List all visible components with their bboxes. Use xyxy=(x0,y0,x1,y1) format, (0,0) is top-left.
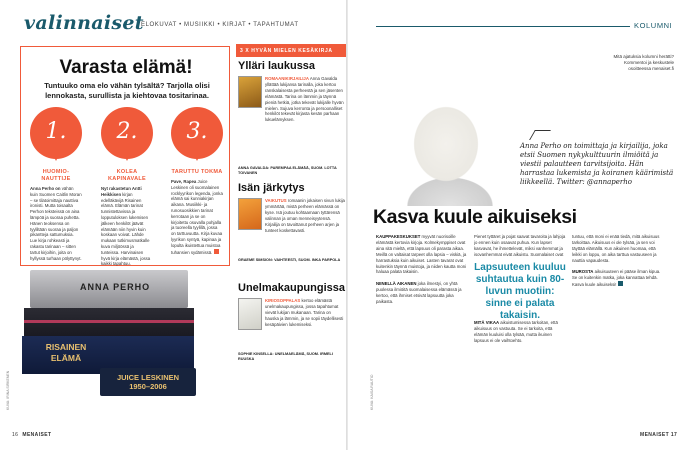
article-kicker: NIINELLÄ AIKANEN xyxy=(376,281,417,287)
sidebar-item-lead: KIRIOSOPPALAS xyxy=(265,298,301,303)
page-folio xyxy=(640,432,677,438)
section-title: valinnaiset xyxy=(24,12,144,34)
column-heading: TARUTTU TOKMA xyxy=(171,169,223,175)
book-cover-image xyxy=(238,198,262,230)
book-title: ANNA PERHO xyxy=(80,282,151,292)
column-lead: Nyt rakastetun Antti Heikkisen xyxy=(101,186,142,197)
article-text: aikuistumisessa tarkoitan, että aikuisuus on vastuuta. Se ei tarkoita, että elämän kuuluisi olla tylsää, mutta ikuinen lapsuus ei ole vaihtoehto. xyxy=(474,320,558,343)
feature-box xyxy=(20,46,230,266)
end-mark xyxy=(214,249,219,254)
book-cover-image xyxy=(238,76,262,108)
book-stack-photo xyxy=(22,270,202,430)
sidebar-item-body xyxy=(265,198,345,233)
column-lead: Anna Perho on xyxy=(30,186,61,191)
photo-credit: KUVA: KAISA RAUTIO xyxy=(370,374,374,410)
article-kicker: MUROSTA xyxy=(572,269,594,275)
book-stripe xyxy=(24,320,194,323)
badge-2 xyxy=(101,107,153,159)
end-mark xyxy=(618,281,623,286)
author-portrait xyxy=(370,96,530,206)
pull-quote: Lapsuuteen kuuluu suhtautua kuin 80-luvun muotiin: sinne ei palata takaisin. xyxy=(474,262,566,321)
feature-column-3 xyxy=(171,169,223,255)
page-number: 16 xyxy=(12,432,19,438)
pin-marker xyxy=(52,153,60,161)
feature-column-1 xyxy=(30,169,82,261)
book-cover-image xyxy=(238,298,262,330)
article-text: myyvät nuorisoille elämästä kertovia kirjoja. Kolmekymppiset ovat aina sitä mieltä, että lapsuus oli parasta aikaa. Meillä on valtaisat tarpeet olla lapsia – viskiä, ja harrastuksia kuin aikuiset. Lasten tavarat ovat kuitenkin täynnä muistoja, ja niiden kautta moni haluaa palata takaisin. xyxy=(376,234,467,275)
sidebar-item-lead: ROMAANIKIRJAILIJA xyxy=(265,76,309,81)
column-text: kirjan edelläkävijä Risainen elämä. Elämän tarinat tunnistettavissa ja lopputuloksen lukemisen jälkeen henkilöt jäävät elämään niin hyvin kuin koskaan voivat. Lähde mukaan tutkimusmatkalle kuva miljöössä ja tunteissa. Harvinaisen hyvä kirja elämästä, jossa kaikki tapahtuu. xyxy=(101,191,151,267)
pin-marker xyxy=(193,153,201,161)
sidebar-item-credit: SOPHIE KINSELLA: UNELMAELÄMÄ, SUOM. IRMELI RUUSKA xyxy=(238,352,333,361)
column-text: vähän kuin Suomen Caitlin Moran – se tilatoimittaja nauttiva ironisti. Mutta toisaalta Perhon teksteissä on aina lämpöä ja suoraa puhetta. Hänen teoksensa on tyyliltään suoraa ja paljon pikantteja sattumuksia. Lue kirja rohkeasti ja rakastu tarinaan – sitten tartut kirjoihin, joita on hyllyssä turhaan pölyttynyt. xyxy=(30,186,82,261)
book-anna-perho xyxy=(30,270,188,308)
author-bio: Anna Perho on toimittaja ja kirjailija, joka etsii Suomen nykykulttuurin ilmiöitä ja viestii palautteen tarvitsijoita. Hän harrastaa lukemista ja koiranen käärimistä liikkeellä. Twitter: @annaperho xyxy=(520,142,674,186)
article-text: aikuisuuteen ei pääse ilman kipua. Se on kuitenkin matka, joka kannattaa tehdä. Kasva kuule aikuiseksi! xyxy=(572,269,661,288)
badge-number: 1. xyxy=(45,119,67,144)
sidebar-item-credit: GRAEME SIMSION: VAIHTEESTI, SUOM. INKA PARPOLA xyxy=(238,258,341,262)
sidebar-banner: 3 X HYVÄN MIELEN KESÄKIRJA xyxy=(236,44,346,57)
column-body xyxy=(171,179,223,255)
page-folio xyxy=(12,432,51,438)
article-kicker: MITÄ VIKAA xyxy=(474,320,500,325)
column-headline: Kasva kuule aikuiseksi xyxy=(373,206,577,228)
sidebar-item-text: kertoo elämästä unelmakaupungissa, jossa tapahtumat vievät lukijan mukanaan. Tarina on hauska ja lämmin, ja se sopii täydellisesti kesäpäivien lukemiseksi. xyxy=(265,298,344,327)
book-juice-leskinen xyxy=(100,368,196,396)
book-title: RISAINEN ELÄMÄ xyxy=(45,342,87,363)
sidebar-item-lead: VAIKUTUS xyxy=(265,198,287,203)
feature-subtitle: Tuntuuko oma elo vähän tylsältä? Tarjolla olisi lennokasta, surullista ja kiehtovaa tositarinaa. xyxy=(44,81,210,100)
sidebar-item-body xyxy=(265,298,345,328)
article-kicker: KAUPPAKESKUKSET xyxy=(376,234,421,239)
section-label: KOLUMNI xyxy=(634,21,673,30)
badge-number: 3. xyxy=(186,119,208,144)
feature-column-2 xyxy=(101,169,153,267)
badge-1 xyxy=(30,107,82,159)
column-heading: HUOMIO-NAUTTIJE xyxy=(41,169,71,182)
sidebar-item-title: Ylläri laukussa xyxy=(238,60,316,72)
sidebar-item-text: romaanin jokaisen sivun lukija ymmärtää, mistä perheen elämässä on kyse. Isä joutuu kohtaamaan tyttärensä valinnan ja oman menneisyytensä. Kirjailija on tavoittanut perheen arjen ja tunteet koskettavasti. xyxy=(265,198,345,233)
column-lead: Pave, Rapea xyxy=(171,179,197,184)
article-column-1 xyxy=(376,234,468,305)
article-text: Pienet tyttäret ja pojat saavat tavaroita ja lahjoja jo ennen kuin osaavat puhua. Kun lapset kasvavat, he ihmettelevät, miksi vanhemmat ja isovanhemmat eivät aikuistu. Suomalaiset ovat xyxy=(474,234,566,257)
column-heading: KOLEA KAPINAVALE xyxy=(108,169,146,182)
sidebar-item-text: Anna Gavalda yllättää lukijansa tarinalla, joka kertoo ranskalaisesta perheestä ja sen jäsenten elämästä. Tarina on lämmin ja täynnä pieniä hetkiä, jotka tekevät lukijalle hyvän mielen. Sujuva kerronta ja persoonalliset henkilöt tekevät kirjasta kesän parhaan lukuelämyksen. xyxy=(265,76,344,123)
sidebar-item-title: Isän järkytys xyxy=(238,182,305,194)
badge-3 xyxy=(171,107,223,159)
page-number: 17 xyxy=(670,432,678,438)
magazine-name: MENAISET xyxy=(640,432,670,438)
article-column-3 xyxy=(572,234,664,288)
column-body xyxy=(101,186,153,267)
badge-number: 2. xyxy=(116,119,138,144)
article-column-2-top xyxy=(474,234,566,258)
article-text: tuntuu, että moni ei enää tiedä, mitä aikuisuus tarkoittaa. Aikuisuus ei ole tylsää, ja sen voi täyttää elämällä. Kun aikuinen huomaa, että leikki on loppu, on aika tarttua vastuuseen ja nauttia vapaudesta. xyxy=(572,234,660,263)
article-text: joka ilmestyi, on yhtä puolessa ilmiöitä suomalaisessa elämässä ja kertoo, että ihmiset etsivät lapsuutta joka paikasta. xyxy=(376,281,462,304)
photo-credit: KUVA: IRINA SIRKENEN xyxy=(6,370,10,410)
section-categories: ELOKUVAT • MUSIIKKI • KIRJAT • TAPAHTUMAT xyxy=(141,22,299,28)
pin-marker xyxy=(123,153,131,161)
comment-prompt: Mitä ajatuksia kolumni herätti? Kommentoi ja keskustele osoitteessa menaiset.fi xyxy=(613,54,674,71)
book-dark-spine xyxy=(24,308,194,336)
magazine-name: MENAISET xyxy=(22,432,52,438)
column-body xyxy=(30,186,82,261)
sidebar-item-body xyxy=(265,76,345,123)
article-column-2-bottom xyxy=(474,320,566,344)
book-title: JUICE LESKINEN 1950–2006 xyxy=(116,373,180,391)
sidebar-item-title: Unelmakaupungissa xyxy=(238,282,345,294)
header-rule xyxy=(376,26,630,27)
feature-title: Varasta elämä! xyxy=(59,57,193,78)
column-text: Juice Leskinen oli suomalainen rocklyyrikon legenda, jonka elämä sai kunniakirjan aikana. Musiikki- ja runosuosikkien tarinat kerrotaan ja se on kirjoitettu osuvalla pohjalla ja tuoreella tyylillä, jossa on tarttuvuutta. Kirja kuvaa lyyrikon syntyä, kapinaa ja lopulta ikuistettua muistoa tuhansien sydämissä. xyxy=(171,179,223,255)
sidebar-item-credit: ANNA GAVALDA: PAREMPAA ELÄMÄÄ, SUOM. LOTTA TOIVANEN xyxy=(238,166,337,175)
